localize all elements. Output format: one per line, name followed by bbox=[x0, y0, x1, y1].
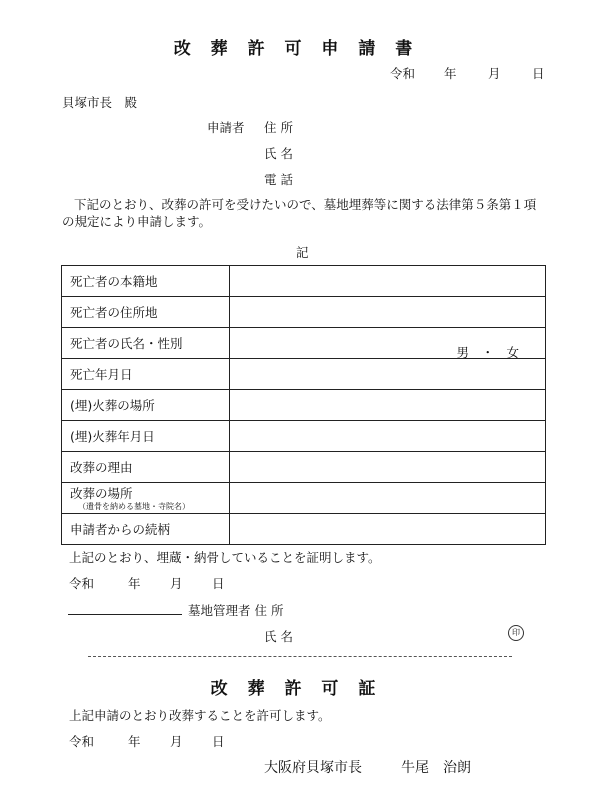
row-value-field[interactable] bbox=[230, 266, 546, 297]
certification-statement: 上記のとおり、埋蔵・納骨していることを証明します。 bbox=[69, 550, 381, 565]
manager-name-label: 氏 名 bbox=[264, 629, 293, 644]
row-label: 申請者からの続柄 bbox=[62, 514, 230, 545]
row-value-field[interactable] bbox=[230, 297, 546, 328]
row-label: (埋)火葬の場所 bbox=[62, 390, 230, 421]
table-row bbox=[62, 328, 546, 359]
applicant-label: 申請者 bbox=[207, 120, 245, 135]
ki-heading: 記 bbox=[296, 245, 309, 260]
table-row bbox=[62, 452, 546, 483]
sex-options[interactable]: 男 ・ 女 bbox=[456, 345, 519, 360]
form-title: 改 葬 許 可 申 請 書 bbox=[173, 39, 420, 59]
table-row bbox=[62, 421, 546, 452]
cemetery-name-line[interactable] bbox=[68, 614, 182, 615]
row-value-field[interactable] bbox=[230, 390, 546, 421]
table-row bbox=[62, 514, 546, 545]
date-day: 日 bbox=[532, 66, 545, 81]
applicant-address-label: 住 所 bbox=[264, 120, 293, 135]
seal-icon: 印 bbox=[508, 625, 524, 641]
table-row bbox=[62, 483, 546, 514]
permit-date-month: 月 bbox=[170, 734, 183, 749]
cert-date-era: 令和 bbox=[69, 576, 95, 591]
row-value-field[interactable] bbox=[230, 328, 546, 359]
date-era: 令和 bbox=[390, 66, 416, 81]
cert-date-month: 月 bbox=[170, 576, 183, 591]
cut-line-divider bbox=[88, 656, 512, 657]
row-label: 改葬の理由 bbox=[62, 452, 230, 483]
application-statement: 下記のとおり、改葬の許可を受けたいので、墓地埋葬等に関する法律第５条第１項の規定により申請します。 bbox=[62, 197, 537, 229]
row-value-field[interactable] bbox=[230, 359, 546, 390]
addressee: 貝塚市長 殿 bbox=[62, 95, 138, 110]
row-label-with-note bbox=[62, 483, 230, 514]
mayor-title: 大阪府貝塚市長 bbox=[264, 760, 362, 776]
row-label: (埋)火葬年月日 bbox=[62, 421, 230, 452]
row-note: （遺骨を納める墓地・寺院名） bbox=[78, 502, 190, 511]
table-row bbox=[62, 390, 546, 421]
cert-date-day: 日 bbox=[212, 576, 225, 591]
row-value-field[interactable] bbox=[230, 514, 546, 545]
permit-title: 改 葬 許 可 証 bbox=[210, 679, 383, 699]
mayor-name: 牛尾 治朗 bbox=[401, 760, 471, 776]
permit-date-era: 令和 bbox=[69, 734, 95, 749]
row-value-field[interactable] bbox=[230, 421, 546, 452]
permit-statement: 上記申請のとおり改葬することを許可します。 bbox=[69, 708, 331, 723]
row-label: 死亡者の本籍地 bbox=[62, 266, 230, 297]
permit-date-day: 日 bbox=[212, 734, 225, 749]
table-row bbox=[62, 359, 546, 390]
table-row bbox=[62, 266, 546, 297]
applicant-phone-label: 電 話 bbox=[264, 172, 293, 187]
applicant-name-label: 氏 名 bbox=[264, 146, 293, 161]
row-label: 死亡者の氏名・性別 bbox=[62, 328, 230, 359]
row-label: 死亡年月日 bbox=[62, 359, 230, 390]
date-month: 月 bbox=[488, 66, 501, 81]
row-label: 改葬の場所 bbox=[70, 486, 133, 501]
table-row bbox=[62, 297, 546, 328]
cert-date-year: 年 bbox=[128, 576, 141, 591]
manager-address-label: 墓地管理者 住 所 bbox=[188, 603, 284, 618]
permit-date-year: 年 bbox=[128, 734, 141, 749]
application-table bbox=[61, 265, 546, 545]
row-value-field[interactable] bbox=[230, 483, 546, 514]
row-value-field[interactable] bbox=[230, 452, 546, 483]
row-label: 死亡者の住所地 bbox=[62, 297, 230, 328]
date-year: 年 bbox=[444, 66, 457, 81]
